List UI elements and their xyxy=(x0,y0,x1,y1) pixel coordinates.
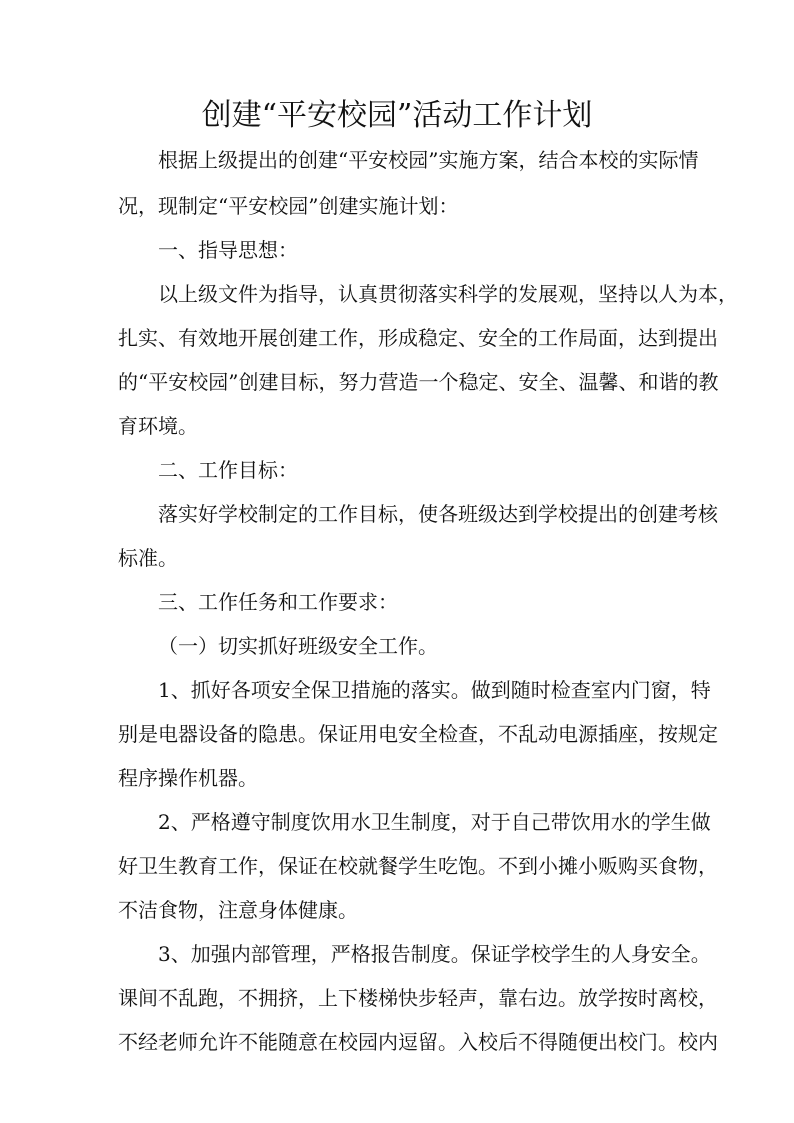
paragraph-line: 况，现制定“平安校园”创建实施计划： xyxy=(118,194,459,218)
paragraph-line: 别是电器设备的隐患。保证用电安全检查，不乱动电源插座，按规定 xyxy=(118,722,718,746)
paragraph-line: 课间不乱跑，不拥挤，上下楼梯快步轻声，靠右边。放学按时离校， xyxy=(118,986,718,1010)
paragraph-line: 育环境。 xyxy=(118,414,198,438)
paragraph-line: 1、抓好各项安全保卫措施的落实。做到随时检查室内门窗，特 xyxy=(158,678,711,702)
paragraph-line: 根据上级提出的创建“平安校园”实施方案，结合本校的实际情 xyxy=(158,148,699,172)
paragraph-line: 落实好学校制定的工作目标，使各班级达到学校提出的创建考核 xyxy=(158,502,718,526)
section-heading-guiding-thought: 一、指导思想： xyxy=(158,238,298,262)
paragraph-line: 好卫生教育工作，保证在校就餐学生吃饱。不到小摊小贩购买食物， xyxy=(118,854,718,878)
paragraph-line: 标准。 xyxy=(118,546,178,570)
subsection-heading-class-safety: （一）切实抓好班级安全工作。 xyxy=(158,634,438,658)
paragraph-line: 的“平安校园”创建目标，努力营造一个稳定、安全、温馨、和谐的教 xyxy=(118,370,719,394)
paragraph-line: 2、严格遵守制度饮用水卫生制度，对于自己带饮用水的学生做 xyxy=(158,810,711,834)
section-heading-tasks-requirements: 三、工作任务和工作要求： xyxy=(158,590,398,614)
document-title: 创建“平安校园”活动工作计划 xyxy=(201,98,593,133)
paragraph-line: 程序操作机器。 xyxy=(118,766,258,790)
paragraph-line: 3、加强内部管理，严格报告制度。保证学校学生的人身安全。 xyxy=(158,942,711,966)
section-heading-work-goals: 二、工作目标： xyxy=(158,458,298,482)
paragraph-line: 不洁食物，注意身体健康。 xyxy=(118,898,358,922)
paragraph-line: 不经老师允许不能随意在校园内逗留。入校后不得随便出校门。校内 xyxy=(118,1030,718,1054)
paragraph-line: 扎实、有效地开展创建工作，形成稳定、安全的工作局面，达到提出 xyxy=(118,326,718,350)
paragraph-line: 以上级文件为指导，认真贯彻落实科学的发展观，坚持以人为本， xyxy=(158,282,738,306)
